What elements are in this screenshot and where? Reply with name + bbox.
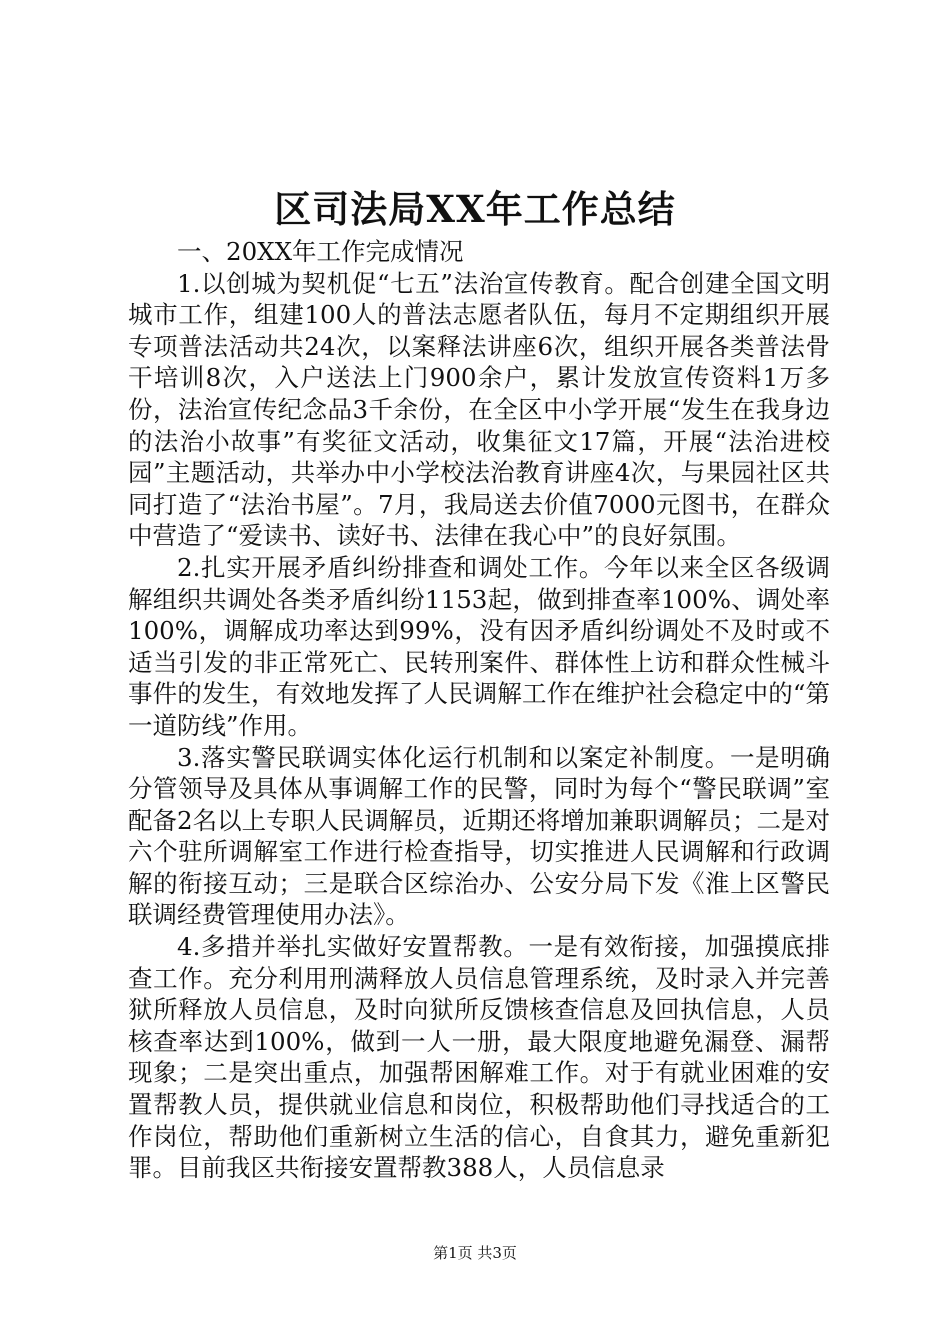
paragraph-1: 1.以创城为契机促“七五”法治宣传教育。配合创建全国文明城市工作，组建100人的普法志愿者队伍，每月不定期组织开展专项普法活动共24次，以案释法讲座6次，组织开展各类普法骨干培训8次，入户送法上门900余户，累计发放宣传资料1万多份，法治宣传纪念品3千余份，在全区中小学开展“发生在我身边的法治小故事”有奖征文活动，收集征文17篇，开展“法治进校园”主题活动，共举办中小学校法治教育讲座4次，与果园社区共同打造了“法治书屋”。7月，我局送去价值7000元图书，在群众中营造了“爱读书、读好书、法律在我心中”的良好氛围。 — [128, 268, 830, 551]
document-title: 区司法局XX年工作总结 — [274, 187, 676, 231]
paragraph-3: 3.落实警民联调实体化运行机制和以案定补制度。一是明确分管领导及具体从事调解工作的民警，同时为每个“警民联调”室配备2名以上专职人民调解员，近期还将增加兼职调解员；二是对六个驻所调解室工作进行检查指导，切实推进人民调解和行政调解的衔接互动；三是联合区综治办、公安分局下发《淮上区警民联调经费管理使用办法》。 — [128, 742, 830, 930]
paragraph-2: 2.扎实开展矛盾纠纷排查和调处工作。今年以来全区各级调解组织共调处各类矛盾纠纷1153起，做到排查率100%、调处率100%，调解成功率达到99%，没有因矛盾纠纷调处不及时或不适当引发的非正常死亡、民转刑案件、群体性上访和群众性械斗事件的发生，有效地发挥了人民调解工作在维护社会稳定中的“第一道防线”作用。 — [128, 552, 830, 740]
document-body — [128, 236, 830, 1184]
page-number-footer: 第1页 共3页 — [433, 1244, 517, 1262]
paragraph-4: 4.多措并举扎实做好安置帮教。一是有效衔接，加强摸底排查工作。充分利用刑满释放人员信息管理系统，及时录入并完善狱所释放人员信息，及时向狱所反馈核查信息及回执信息，人员核查率达到100%，做到一人一册，最大限度地避免漏登、漏帮现象；二是突出重点，加强帮困解难工作。对于有就业困难的安置帮教人员，提供就业信息和岗位，积极帮助他们寻找适合的工作岗位，帮助他们重新树立生活的信心，自食其力，避免重新犯罪。目前我区共衔接安置帮教388人，人员信息录 — [128, 932, 830, 1183]
section-heading: 一、20XX年工作完成情况 — [177, 237, 464, 266]
